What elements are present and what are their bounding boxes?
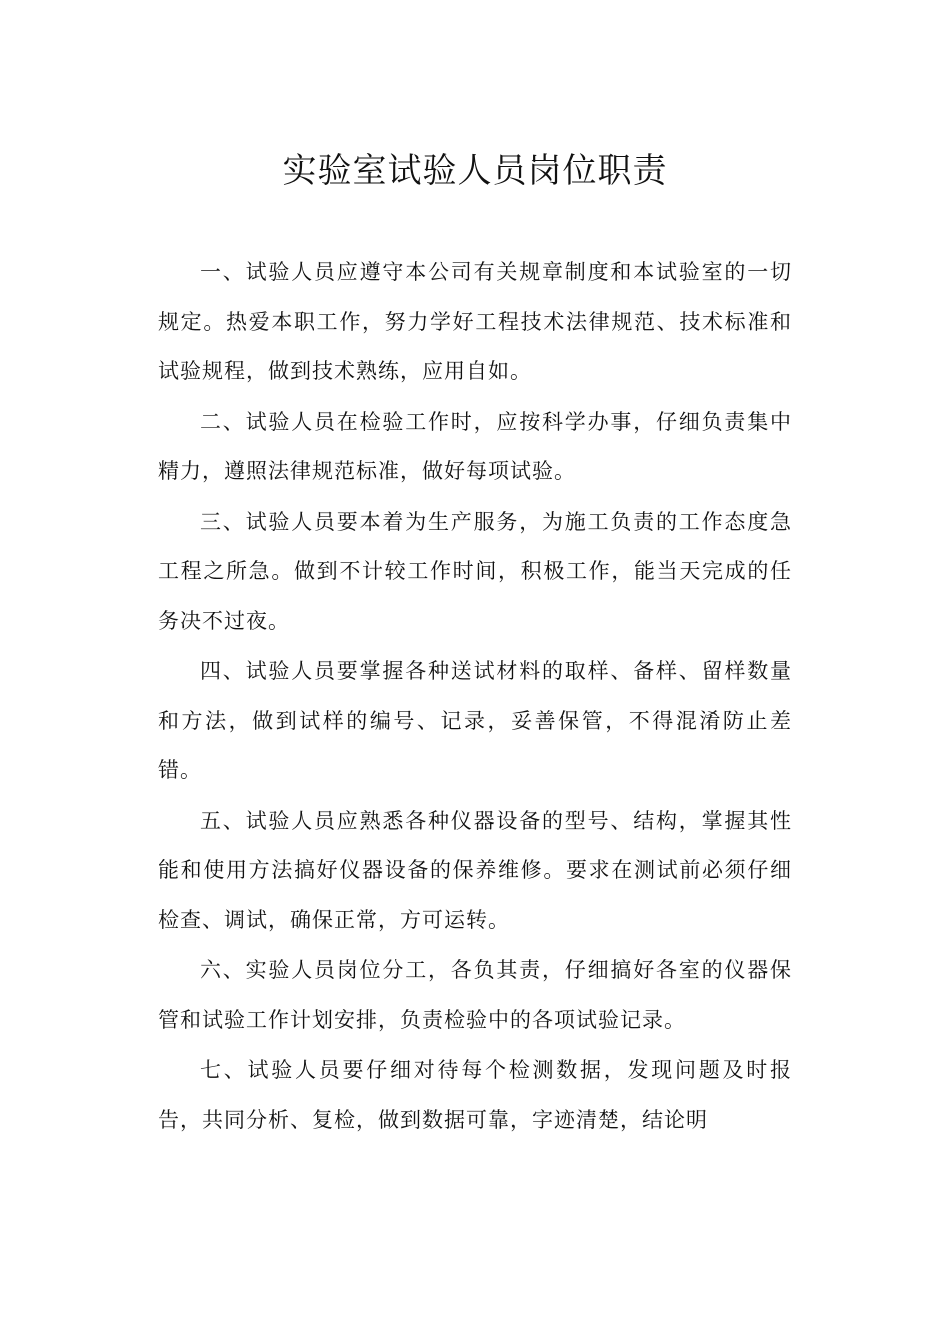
paragraph-6: 六、实验人员岗位分工，各负其责，仔细搞好各室的仪器保管和试验工作计划安排，负责检验中的各项试验记录。 xyxy=(158,958,792,1032)
document-title: 实验室试验人员岗位职责 xyxy=(282,151,668,191)
paragraph-2: 二、试验人员在检验工作时，应按科学办事，仔细负责集中精力，遵照法律规范标准，做好每项试验。 xyxy=(158,409,792,483)
paragraph-5: 五、试验人员应熟悉各种仪器设备的型号、结构，掌握其性能和使用方法搞好仪器设备的保养维修。要求在测试前必须仔细检查、调试，确保正常，方可运转。 xyxy=(158,808,792,932)
paragraph-1: 一、试验人员应遵守本公司有关规章制度和本试验室的一切规定。热爱本职工作，努力学好工程技术法律规范、技术标准和试验规程，做到技术熟练，应用自如。 xyxy=(158,260,792,383)
paragraph-3: 三、试验人员要本着为生产服务，为施工负责的工作态度急工程之所急。做到不计较工作时间，积极工作，能当天完成的任务决不过夜。 xyxy=(158,509,792,633)
document-body xyxy=(158,248,792,1146)
paragraph-7: 七、试验人员要仔细对待每个检测数据，发现问题及时报告，共同分析、复检，做到数据可靠，字迹清楚，结论明 xyxy=(158,1058,792,1132)
paragraph-4: 四、试验人员要掌握各种送试材料的取样、备样、留样数量和方法，做到试样的编号、记录，妥善保管，不得混淆防止差错。 xyxy=(158,659,792,782)
